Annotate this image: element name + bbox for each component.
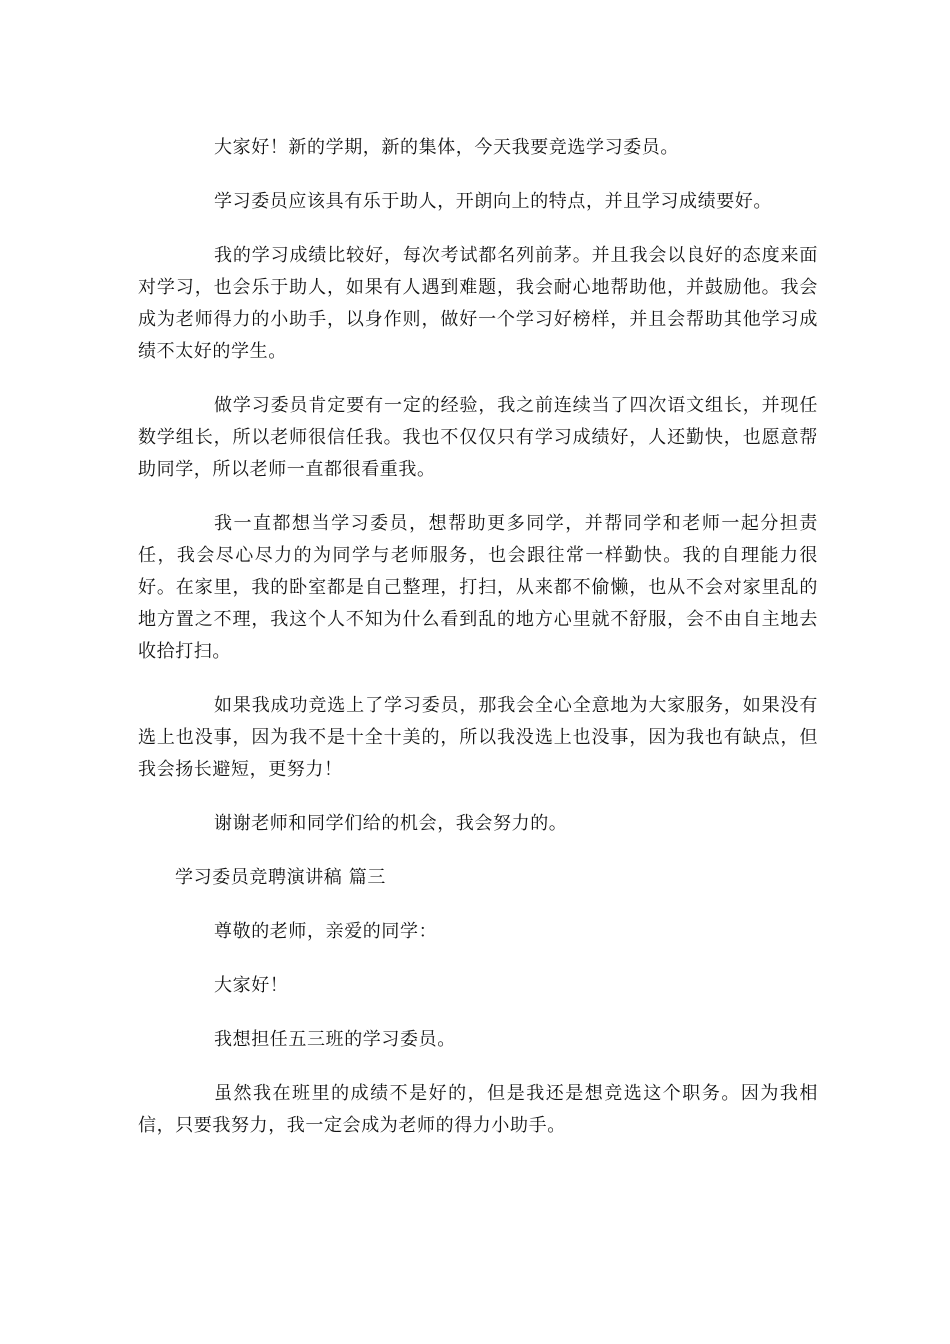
paragraph: 我一直都想当学习委员，想帮助更多同学，并帮同学和老师一起分担责任，我会尽心尽力的为同学与老师服务，也会跟往常一样勤快。我的自理能力很好。在家里，我的卧室都是自己整理，打扫，从来都不偷懒，也从不会对家里乱的地方置之不理，我这个人不知为什么看到乱的地方心里就不舒服，会不由自主地去收拾打扫。 bbox=[138, 513, 818, 662]
paragraph: 谢谢老师和同学们给的机会，我会努力的。 bbox=[214, 813, 568, 834]
paragraph: 虽然我在班里的成绩不是好的，但是我还是想竞选这个职务。因为我相信，只要我努力，我一定会成为老师的得力小助手。 bbox=[138, 1083, 818, 1136]
paragraph: 大家好！新的学期，新的集体，今天我要竞选学习委员。 bbox=[214, 137, 679, 158]
paragraph: 做学习委员肯定要有一定的经验，我之前连续当了四次语文组长，并现任数学组长，所以老师很信任我。我也不仅仅只有学习成绩好，人还勤快，也愿意帮助同学，所以老师一直都很看重我。 bbox=[138, 395, 818, 480]
paragraph: 我想担任五三班的学习委员。 bbox=[214, 1029, 456, 1050]
paragraph: 如果我成功竞选上了学习委员，那我会全心全意地为大家服务，如果没有选上也没事，因为我不是十全十美的，所以我没选上也没事，因为我也有缺点，但我会扬长避短，更努力！ bbox=[138, 695, 818, 780]
section-heading: 学习委员竞聘演讲稿 篇三 bbox=[175, 867, 386, 888]
paragraph: 大家好！ bbox=[214, 975, 289, 996]
paragraph: 尊敬的老师，亲爱的同学： bbox=[214, 921, 438, 942]
paragraph: 我的学习成绩比较好，每次考试都名列前茅。并且我会以良好的态度来面对学习，也会乐于助人，如果有人遇到难题，我会耐心地帮助他，并鼓励他。我会成为老师得力的小助手，以身作则，做好一个学习好榜样，并且会帮助其他学习成绩不太好的学生。 bbox=[138, 245, 818, 362]
paragraph: 学习委员应该具有乐于助人，开朗向上的特点，并且学习成绩要好。 bbox=[214, 191, 772, 212]
document-body bbox=[138, 132, 818, 1164]
